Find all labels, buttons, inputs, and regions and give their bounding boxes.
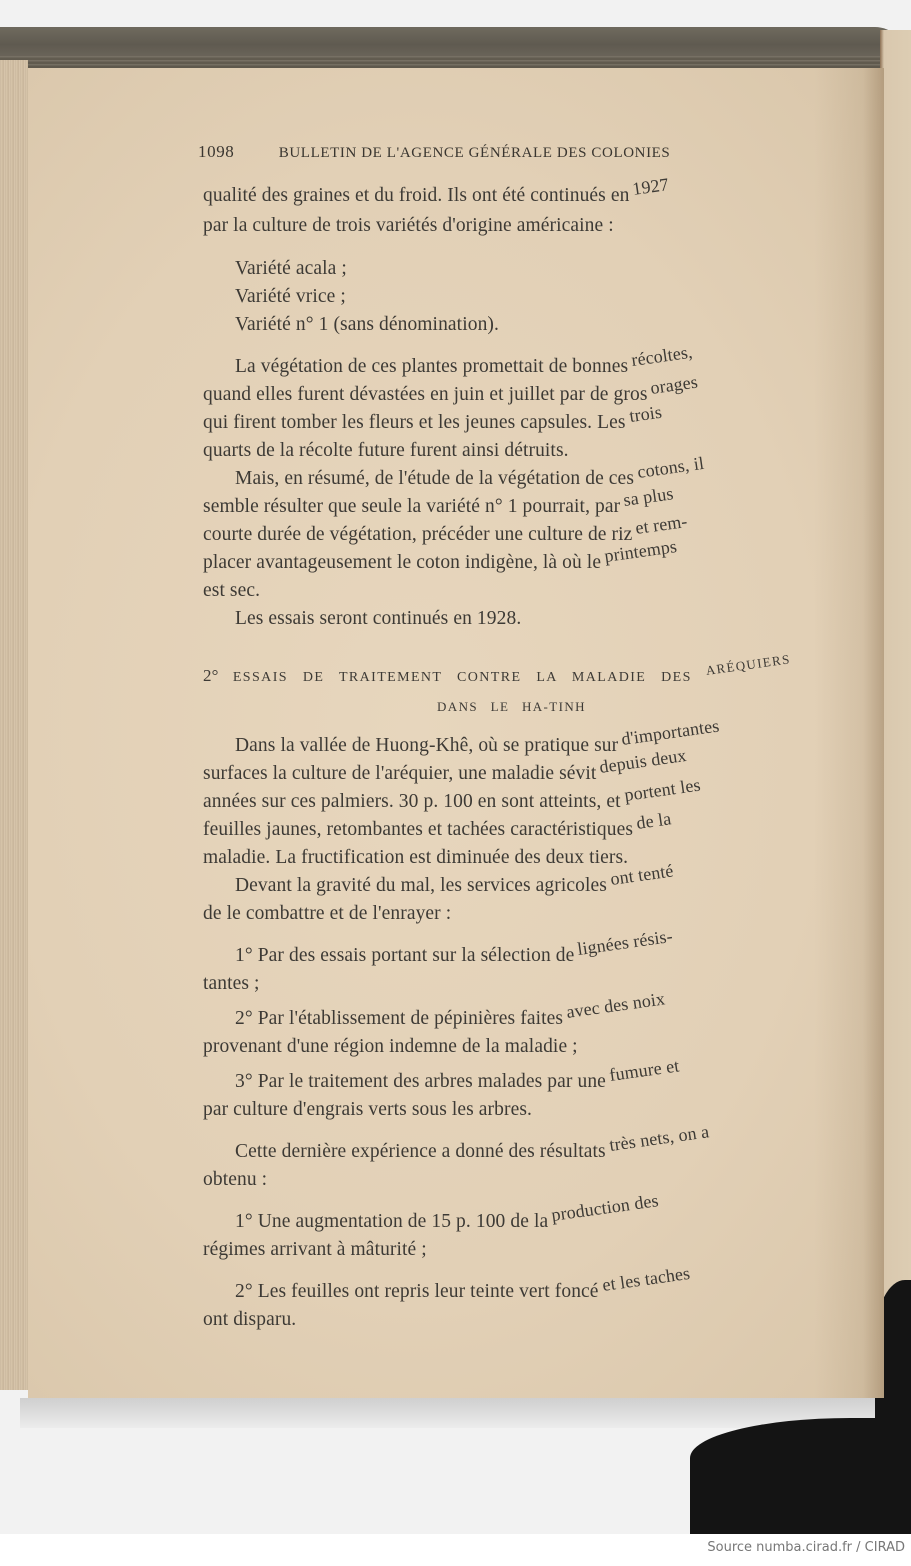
text-line: années sur ces palmiers. 30 p. 100 en sont atteints, et portent les xyxy=(203,774,702,812)
text-line: de le combattre et de l'enrayer : xyxy=(203,903,452,924)
text-line: obtenu : xyxy=(203,1169,268,1190)
list-item-continuation: régimes arrivant à mâturité ; xyxy=(203,1239,427,1260)
gutter-shadow xyxy=(814,68,884,1398)
section-subheading: DANS LE HA-TINH xyxy=(437,699,586,714)
list-item-continuation: tantes ; xyxy=(203,973,260,994)
running-header xyxy=(198,142,670,162)
text-line: qui firent tomber les fleurs et les jeunes capsules. Les trois xyxy=(203,401,663,433)
list-item: 1° Par des essais portant sur la sélection de lignées résis- xyxy=(235,925,675,966)
text-line: par la culture de trois variétés d'origine américaine : xyxy=(203,215,614,236)
list-item: Variété acala ; xyxy=(235,258,347,279)
page-bottom-shadow xyxy=(20,1398,880,1428)
list-item-continuation: provenant d'une région indemne de la maladie ; xyxy=(203,1036,578,1057)
text-line: La végétation de ces plantes promettait de bonnes récoltes, xyxy=(235,341,694,377)
source-credit: Source numba.cirad.fr / CIRAD xyxy=(707,1540,905,1555)
section-number: 2° xyxy=(203,666,219,685)
book-binding-cover-bottom xyxy=(690,1418,911,1534)
list-item: 1° Une augmentation de 15 p. 100 de la production des xyxy=(235,1190,660,1232)
book-page-stack-lines xyxy=(0,56,880,68)
list-item: 2° Par l'établissement de pépinières faites avec des noix xyxy=(235,988,667,1029)
facing-page-edge xyxy=(880,30,911,1450)
list-item-continuation: ont disparu. xyxy=(203,1309,297,1330)
text-line: Les essais seront continués en 1928. xyxy=(235,608,522,629)
text-line: placer avantageusement le coton indigène, là où le printemps xyxy=(203,536,679,573)
list-item: Variété n° 1 (sans dénomination). xyxy=(235,314,499,335)
page-number: 1098 xyxy=(198,142,235,161)
text-line: feuilles jaunes, retombantes et tachées caractéristiques de la xyxy=(203,808,673,840)
text-line: quand elles furent dévastées en juin et juillet par de gros orages xyxy=(203,371,700,405)
text-line: quarts de la récolte future furent ainsi détruits. xyxy=(203,440,569,461)
book-left-page-stack xyxy=(0,60,28,1390)
text-line: qualité des graines et du froid. Ils ont été continués en 1927 xyxy=(203,174,671,206)
list-item-continuation: par culture d'engrais verts sous les arbres. xyxy=(203,1099,533,1120)
list-item: 3° Par le traitement des arbres malades par une fumure et xyxy=(235,1055,681,1092)
section-heading: 2° ESSAIS DE TRAITEMENT CONTRE LA MALADIE DES ARÉQUIERS xyxy=(203,651,792,685)
text-line: est sec. xyxy=(203,580,261,601)
text-line: Mais, en résumé, de l'étude de la végétation de ces cotons, il xyxy=(235,452,706,489)
text-line: Devant la gravité du mal, les services agricoles ont tenté xyxy=(235,860,675,896)
running-title: BULLETIN DE L'AGENCE GÉNÉRALE DES COLONIES xyxy=(278,145,671,161)
list-item: Variété vrice ; xyxy=(235,286,346,307)
text-line: semble résulter que seule la variété n° 1 pourrait, par sa plus xyxy=(203,483,675,517)
text-line: courte durée de végétation, précéder une culture de riz et rem- xyxy=(203,510,689,545)
book-page xyxy=(28,68,884,1398)
text-line: Cette dernière expérience a donné des résultats très nets, on a xyxy=(235,1121,711,1162)
text-line: surfaces la culture de l'aréquier, une maladie sévit depuis deux xyxy=(203,745,689,784)
list-item: 2° Les feuilles ont repris leur teinte vert foncé et les taches xyxy=(235,1262,691,1302)
text-line: Dans la vallée de Huong-Khê, où se pratique sur d'importantes xyxy=(235,715,721,756)
text-line: maladie. La fructification est diminuée des deux tiers. xyxy=(203,847,629,868)
